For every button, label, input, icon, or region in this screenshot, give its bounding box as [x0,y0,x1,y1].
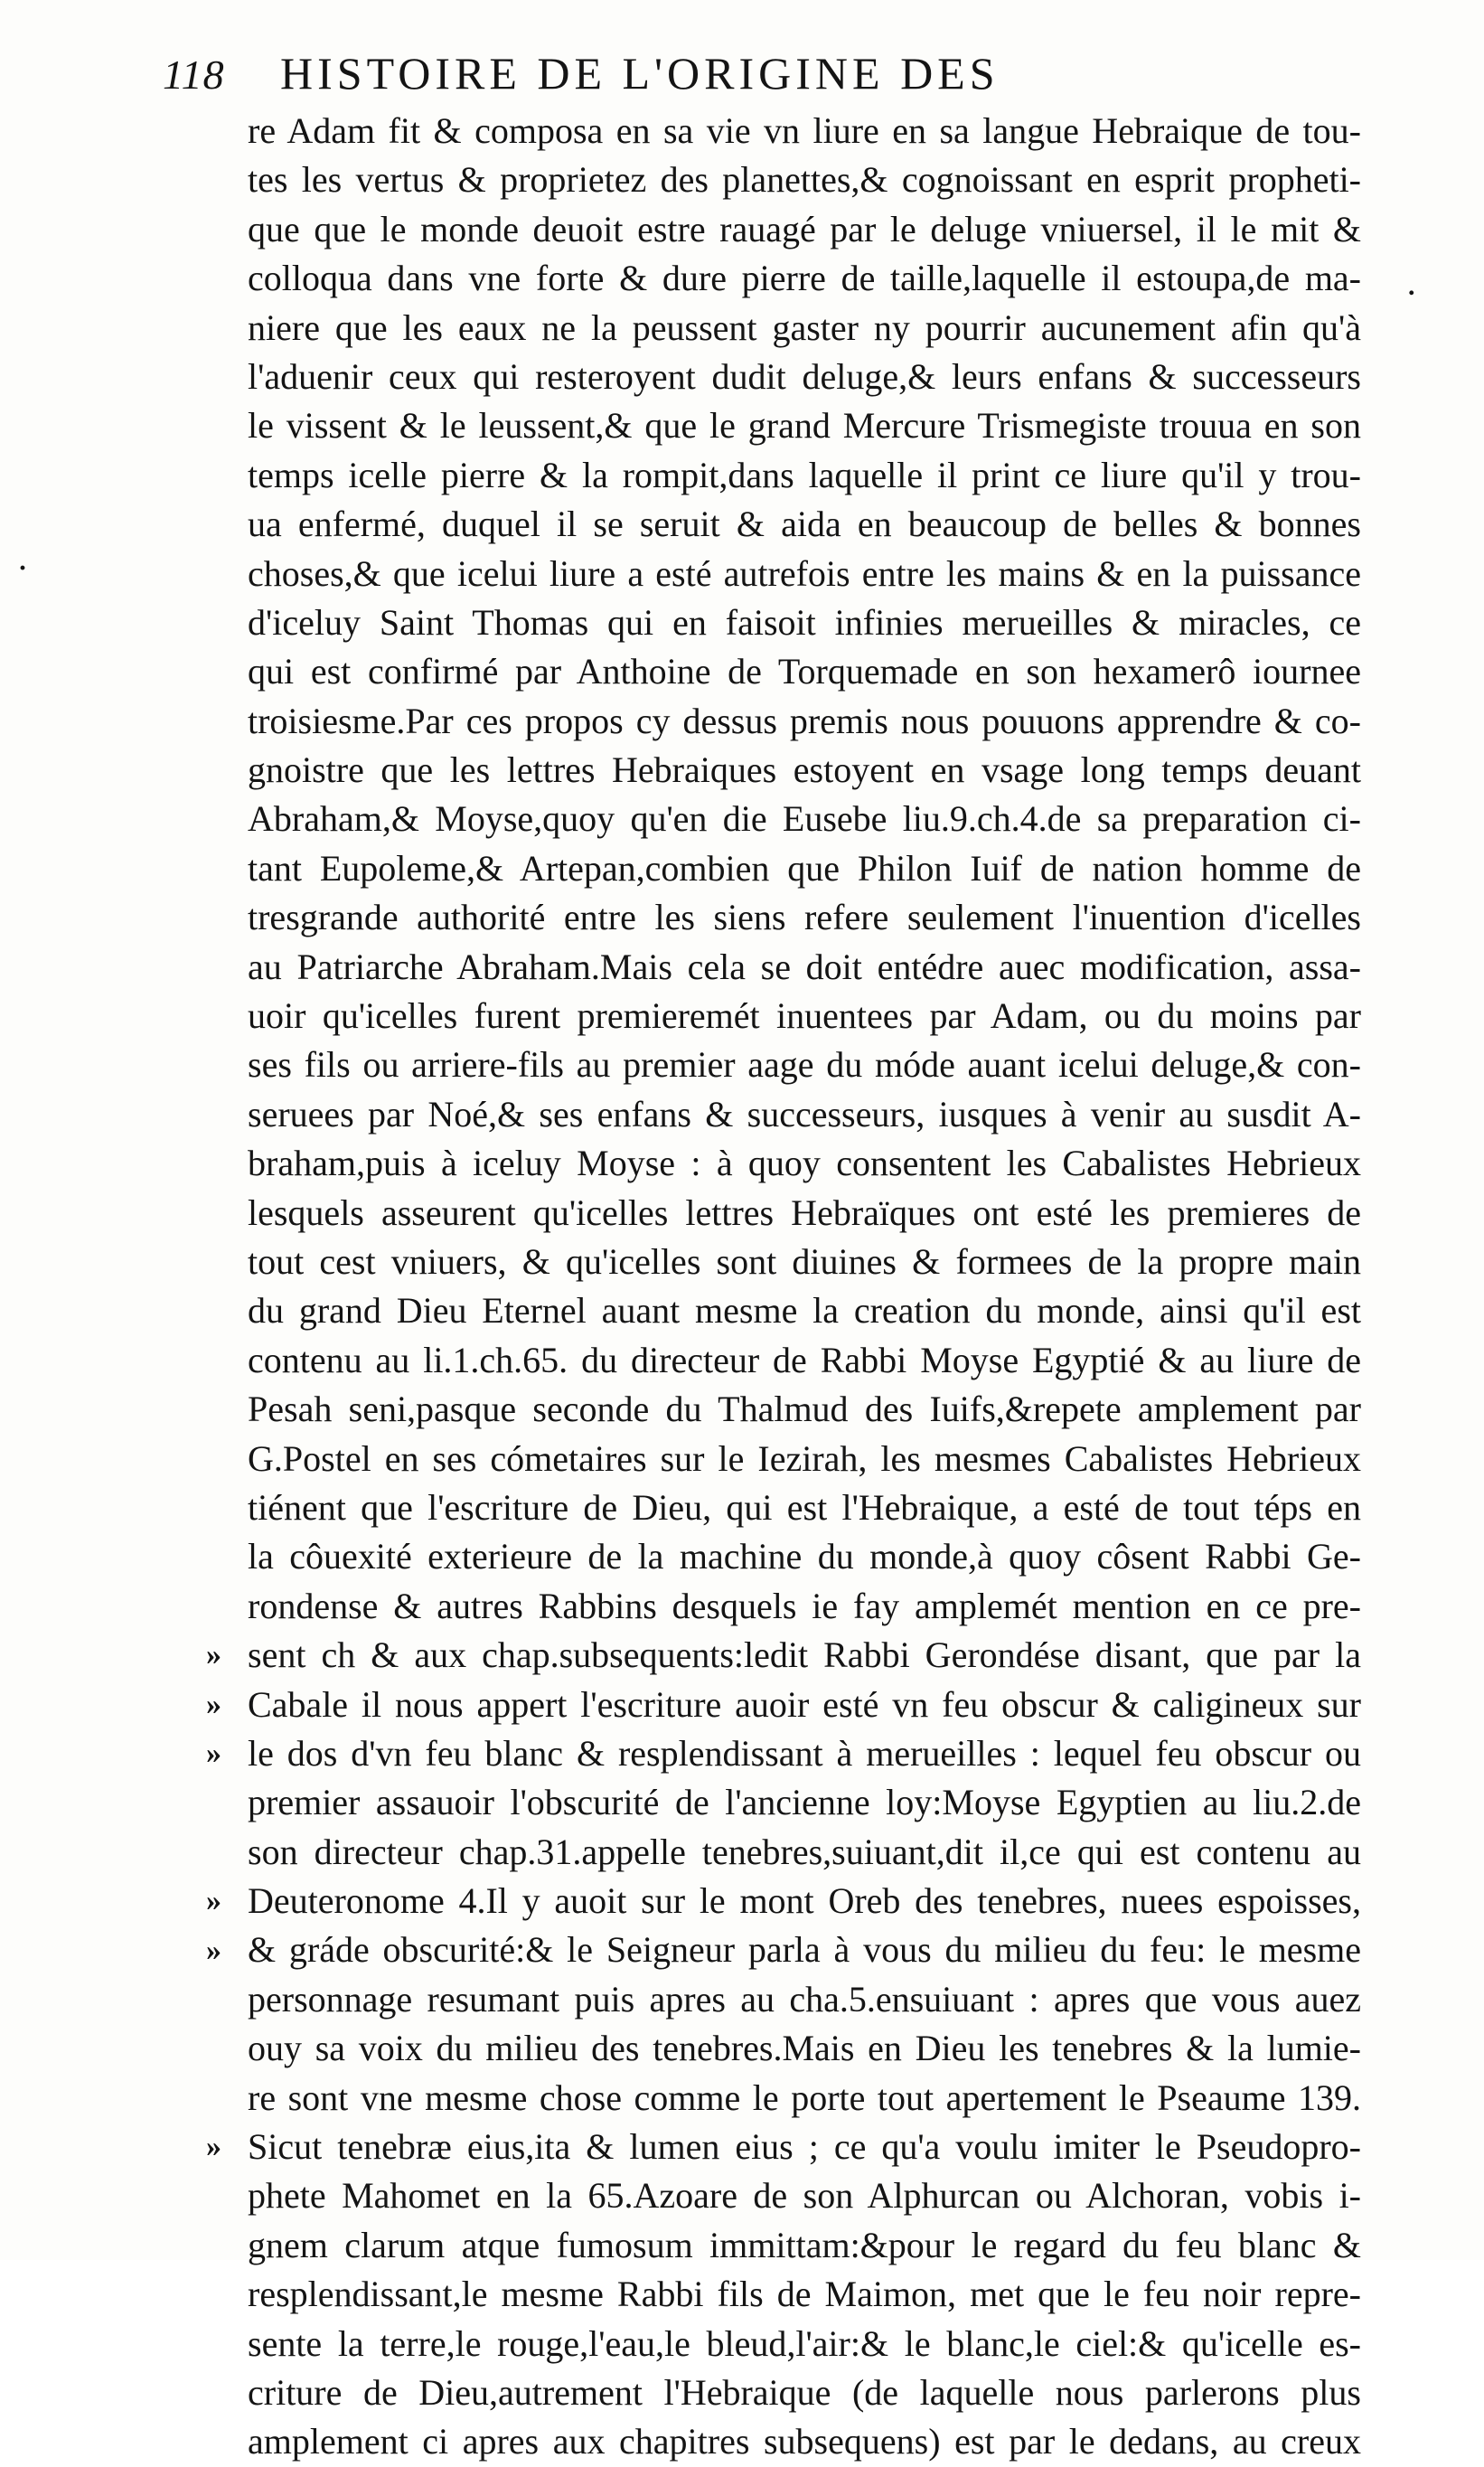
text-line: tresgrande authorité entre les siens refere seulement l'inuention d'icelles [248,897,1361,938]
text-line: gnem clarum atque fumosum immittam:&pour le regard du feu blanc & [248,2224,1361,2265]
text-line: phete Mahomet en la 65.Azoare de son Alphurcan ou Alchoran, vobis i- [248,2175,1361,2217]
text-line: gnoistre que les lettres Hebraiques estoyent en vsage long temps deuant [248,749,1361,791]
page-number: 118 [163,52,225,98]
text-line: au Patriarche Abraham.Mais cela se doit entédre auec modification, assa- [248,946,1361,987]
text-line: & gráde obscurité:& le Seigneur parla à vous du milieu du feu: le mesme [248,1929,1361,1971]
text-line: criture de Dieu,autrement l'Hebraique (de laquelle nous parlerons plus [248,2371,1361,2413]
text-line: G.Postel en ses cómetaires sur le Iezirah, les mesmes Cabalistes Hebrieux [248,1437,1361,1479]
text-line: ouy sa voix du milieu des tenebres.Mais en Dieu les tenebres & la lumie- [248,2028,1361,2069]
text-line: la côuexité exterieure de la machine du monde,à quoy côsent Rabbi Ge- [248,1536,1361,1577]
text-line: l'aduenir ceux qui resteroyent dudit deluge,& leurs enfans & successeurs [248,355,1361,397]
text-line: d'iceluy Saint Thomas qui en faisoit infinies merueilles & miracles, ce [248,601,1361,643]
text-line: qui est confirmé par Anthoine de Torquemade en son hexamerô iournee [248,651,1361,692]
text-line: ua enfermé, duquel il se seruit & aida en beaucoup de belles & bonnes [248,504,1361,545]
body-text [248,107,1361,2467]
text-line: amplement ci apres aux chapitres subsequens) est par le dedans, au creux [248,2421,1361,2462]
text-line: Cabale il nous appert l'escriture auoir esté vn feu obscur & caligineux sur [248,1683,1361,1725]
text-line: Sicut tenebræ eius,ita & lumen eius ; ce qu'a voulu imiter le Pseudopro- [248,2126,1361,2168]
text-line: le vissent & le leussent,& que le grand Mercure Trismegiste trouua en son [248,405,1361,447]
text-line: tant Eupoleme,& Artepan,combien que Philon Iuif de nation homme de [248,847,1361,889]
text-line: re sont vne mesme chose comme le porte tout apertement le Pseaume 139. [248,2076,1361,2118]
running-title: HISTOIRE DE L'ORIGINE DES [280,48,1000,99]
text-line: que que le monde deuoit estre rauagé par le deluge vniuersel, il le mit & [248,208,1361,250]
text-line: tes les vertus & proprietez des planettes,& cognoissant en esprit propheti- [248,159,1361,201]
text-line: tiénent que l'escriture de Dieu, qui est l'Hebraique, a esté de tout téps en [248,1486,1361,1528]
text-line: contenu au li.1.ch.65. du directeur de Rabbi Moyse Egyptié & au liure de [248,1339,1361,1380]
margin-dot-right: . [1408,271,1415,301]
text-line: niere que les eaux ne la peussent gaster ny pourrir aucunement afin qu'à [248,306,1361,348]
quote-mark: » [206,1884,221,1918]
margin-dot-left: · [18,553,28,583]
text-line: temps icelle pierre & la rompit,dans laquelle il print ce liure qu'il y trou- [248,454,1361,495]
quote-mark: » [206,1737,221,1771]
text-line: premier assauoir l'obscurité de l'ancienne loy:Moyse Egyptien au liu.2.de [248,1782,1361,1823]
text-line: ses fils ou arriere-fils au premier aage du móde auant icelui deluge,& con- [248,1044,1361,1086]
text-line: son directeur chap.31.appelle tenebres,suiuant,dit il,ce qui est contenu au [248,1831,1361,1872]
text-line: resplendissant,le mesme Rabbi fils de Maimon, met que le feu noir repre- [248,2274,1361,2315]
page-header [163,43,1283,107]
quote-mark: » [206,1687,221,1721]
quote-mark: » [206,1933,221,1967]
text-line: Pesah seni,pasque seconde du Thalmud des Iuifs,&repete amplement par [248,1389,1361,1430]
text-line: personnage resumant puis apres au cha.5.ensuiuant : apres que vous auez [248,1978,1361,2020]
text-line: lesquels asseurent qu'icelles lettres Hebraïques ont esté les premieres de [248,1191,1361,1233]
text-line: Abraham,& Moyse,quoy qu'en die Eusebe liu.9.ch.4.de sa preparation ci- [248,798,1361,840]
quote-mark: » [206,1638,221,1672]
text-line: rondense & autres Rabbins desquels ie fay amplemét mention en ce pre- [248,1585,1361,1626]
text-line: du grand Dieu Eternel auant mesme la creation du monde, ainsi qu'il est [248,1290,1361,1332]
text-line: sent ch & aux chap.subsequents:ledit Rabbi Gerondése disant, que par la [248,1634,1361,1676]
text-line: re Adam fit & composa en sa vie vn liure en sa langue Hebraique de tou- [248,110,1361,151]
text-line: choses,& que icelui liure a esté autrefois entre les mains & en la puissance [248,552,1361,594]
text-line: sente la terre,le rouge,l'eau,le bleud,l'air:& le blanc,le ciel:& qu'icelle es- [248,2322,1361,2364]
text-line: le dos d'vn feu blanc & resplendissant à merueilles : lequel feu obscur ou [248,1732,1361,1774]
text-line: braham,puis à iceluy Moyse : à quoy consentent les Cabalistes Hebrieux [248,1143,1361,1184]
text-line: colloqua dans vne forte & dure pierre de taille,laquelle il estoupa,de ma- [248,258,1361,299]
text-line: uoir qu'icelles furent premieremét inuentees par Adam, ou du moins par [248,995,1361,1037]
text-line: seruees par Noé,& ses enfans & successeurs, iusques à venir au susdit A- [248,1093,1361,1135]
text-line: Deuteronome 4.Il y auoit sur le mont Oreb des tenebres, nuees espoisses, [248,1880,1361,1922]
text-line: tout cest vniuers, & qu'icelles sont diuines & formees de la propre main [248,1240,1361,1282]
quote-mark: » [206,2130,221,2164]
text-line: troisiesme.Par ces propos cy dessus premis nous pouuons apprendre & co- [248,700,1361,741]
